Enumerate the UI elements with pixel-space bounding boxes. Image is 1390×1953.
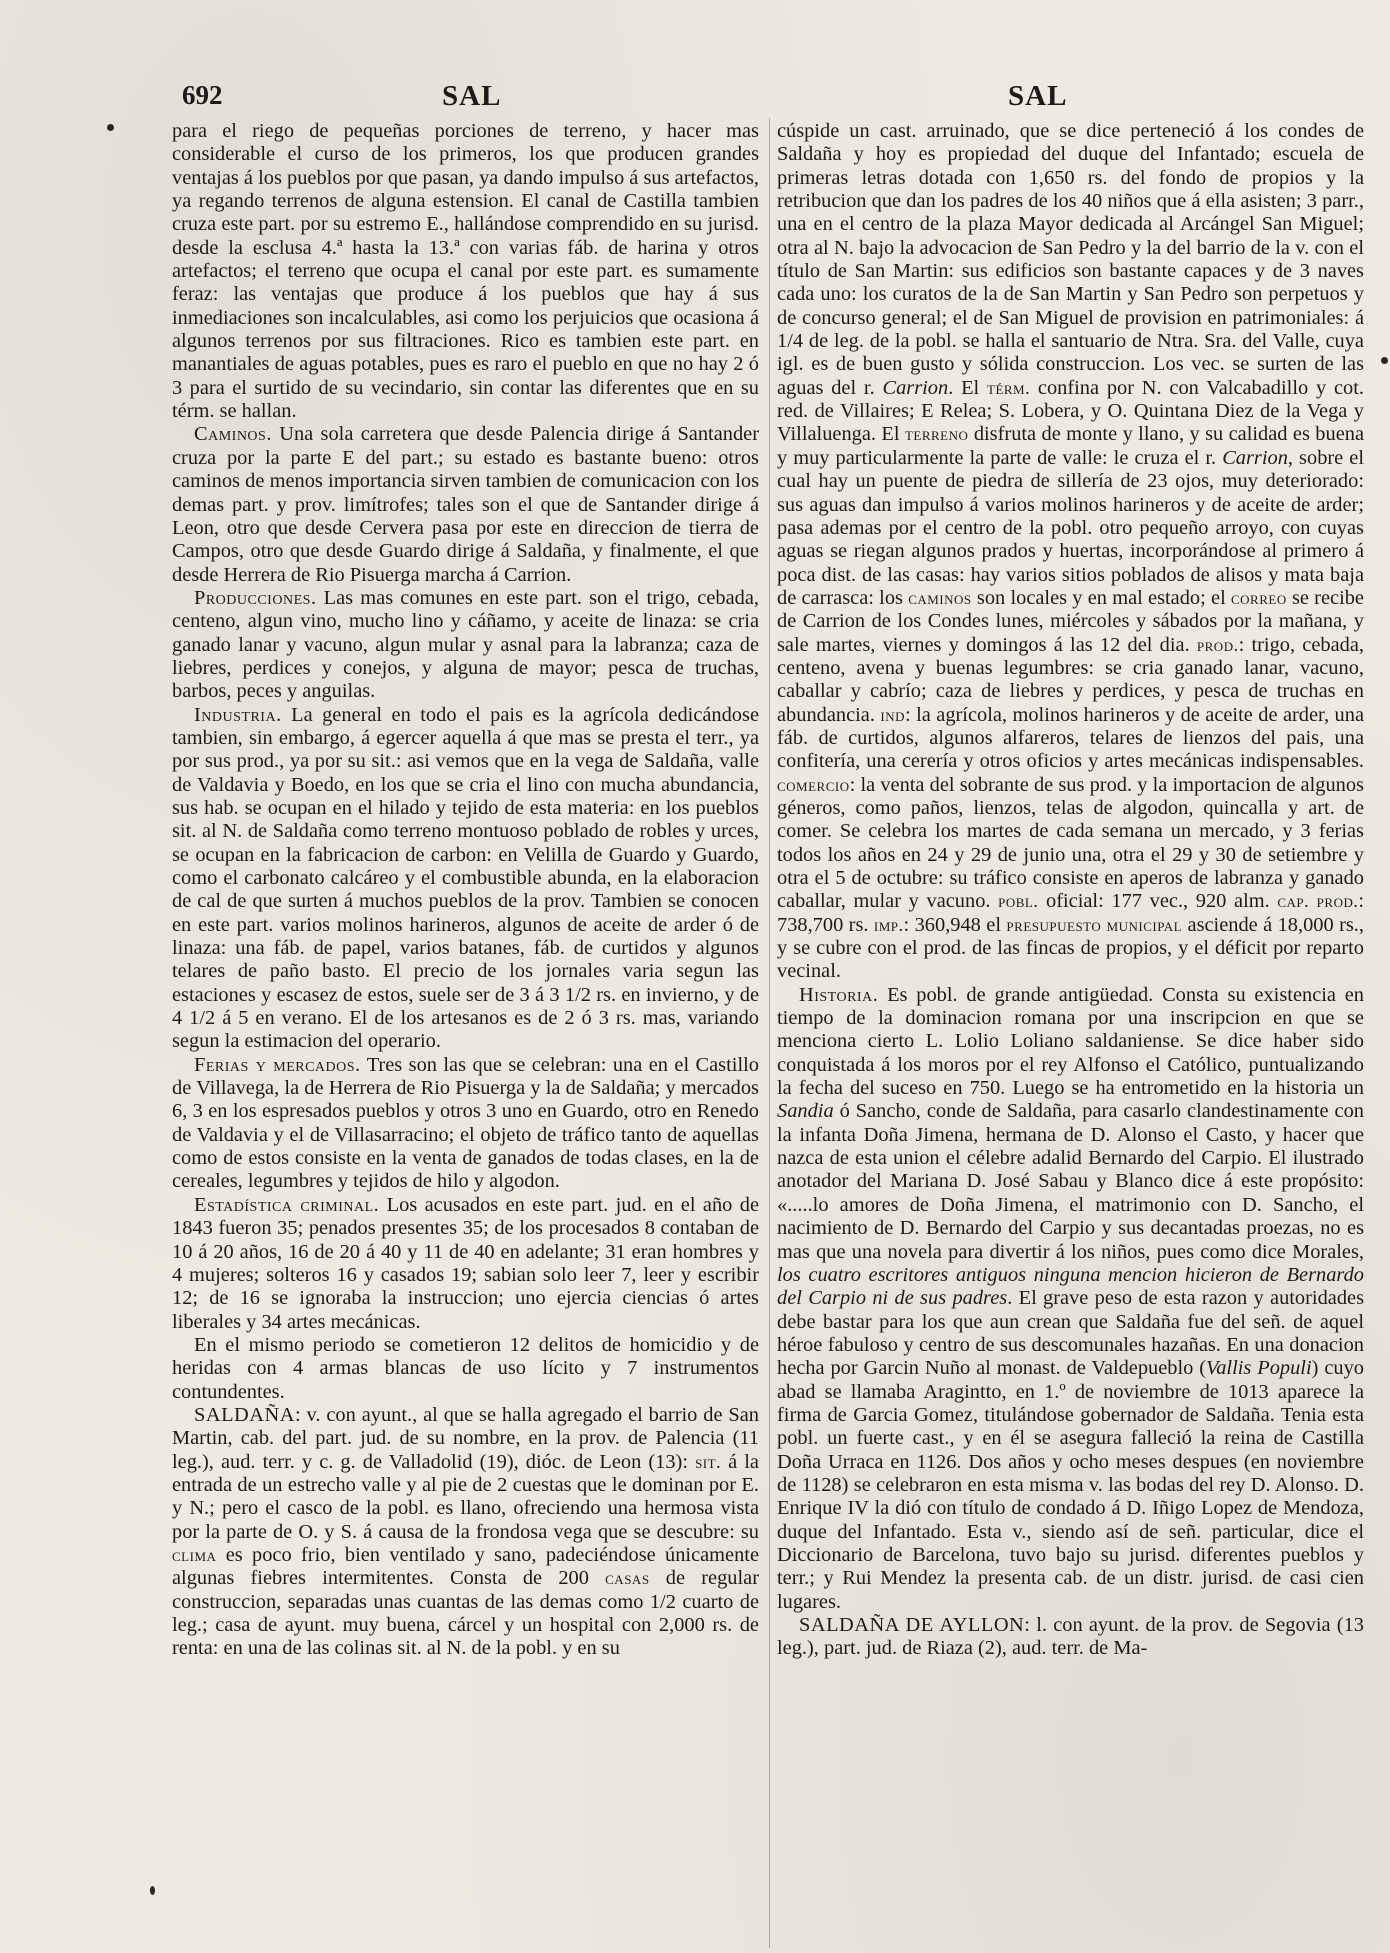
page-header <box>150 80 1380 116</box>
abbr-term: térm. <box>987 377 1031 398</box>
abbr-correo: correo <box>1230 587 1287 608</box>
saldana-cont-text-n: asciende á 18,000 rs., y se cubre con el prod. de las fincas de propios, y el déficit por reparto vecinal. <box>777 913 1364 983</box>
saldana-cont-text-f: son locales y en mal estado; el <box>971 586 1231 609</box>
saldana-cont-text-c: confina por N. con Valcabadillo y cot. red. de Villaires; E Relea; S. Lobera, y O. Quintana Diez de la Vega y Villaluenga. El <box>777 376 1364 446</box>
entry-headword-saldana-de-ayllon: SALDAÑA DE AYLLON <box>799 1614 1025 1636</box>
column-divider <box>769 118 770 1948</box>
abbr-cap-prod: cap. prod. <box>1277 891 1359 912</box>
paragraph-saldana-continued <box>777 120 1364 984</box>
right-column <box>777 120 1364 1661</box>
entry-saldana-text-b: á la entrada de un estrecho valle y al pie de 2 cuestas que le dominan por E. y N.; pero el casco de la pobl. es llano, ofreciendo una hermosa vista por la parte de O. y S. á causa de la frondosa vega que se descubre: su <box>172 1450 759 1543</box>
print-speck-bottom <box>150 1886 155 1895</box>
abbr-casas: casas <box>605 1568 650 1589</box>
quote-morales: los cuatro escritores antiguos ninguna mencion hicieron de Bernardo del Carpio ni de sus padres <box>777 1263 1364 1310</box>
section-heading-ferias: Ferias y mercados. <box>194 1053 361 1076</box>
entry-saldana-text-a: : v. con ayunt., al que se halla agregado el barrio de San Martin, cab. del part. jud. de su nombre, en la prov. de Palencia (11 leg.), aud. terr. y c. g. de Valladolid (19), dióc. de Leon (13): <box>172 1403 759 1473</box>
running-head-left: SAL <box>442 80 502 112</box>
historia-text-a: Es pobl. de grande antigüedad. Consta su existencia en tiempo de la dominacion romana por una inscripcion en que se menciona cierto L. Lolio Loliano saldaniense. Se dice haber sido conquistada á los moros por el rey Alfonso el Católico, puntualizando la fecha del suceso en 750. Luego se ha entrometido en la historia un <box>777 983 1364 1100</box>
saldana-cont-text-j: : la venta del sobrante de sus prod. y la importacion de algunos géneros, como paños, lienzos, telas de algodon, quincalla y art. de comer. Se celebra los martes de cada semana un mercado, y 3 ferias todos los años en 24 y 29 de junio una, otra el 29 y 30 de setiembre y otra el 5 de octubre: su tráfico consiste en aperos de labranza y ganado caballar, mular y vacuno. <box>777 773 1364 913</box>
abbr-sit: sit. <box>695 1451 722 1472</box>
left-column <box>172 120 759 1661</box>
saldana-cont-text-l: : 738,700 rs. <box>777 890 1365 936</box>
print-speck-left <box>107 124 114 131</box>
paragraph-industria <box>172 704 759 1054</box>
saldana-cont-text-e: , sobre el cual hay un puente de piedra de sillería de 23 ojos, muy deteriorado: sus aguas dan impulso á varios molinos harineros y de aceite de arder; pasa ademas por el centro de la pobl. otro pequeño arroyo, con cuyas aguas se riegan algunos prados y huertas, incorporándose al primero á poca dist. de las casas: hay varios sitios poblados de alisos y mata baja de carrasca: los <box>777 446 1364 609</box>
paragraph-delitos-text: En el mismo periodo se cometieron 12 delitos de homicidio y de heridas con 4 armas blancas de uso lícito y 7 instrumentos contundentes. <box>172 1333 759 1403</box>
abbr-caminos: caminos <box>908 587 972 608</box>
saldana-cont-text-i: : la agrícola, molinos harineros y de aceite de arder, una fáb. de curtidos, algunos alfareros, telares de lienzos del pais, una confitería, una cerería y otros oficios y artes mecánicas indispensables. <box>777 703 1364 773</box>
print-speck-right <box>1381 357 1388 364</box>
abbr-comercio: comercio <box>777 774 850 795</box>
section-heading-historia: Historia. <box>799 983 879 1006</box>
section-heading-producciones: Producciones. <box>194 586 317 609</box>
paragraph-canal-text: para el riego de pequeñas porciones de terreno, y hacer mas considerable el curso de los primeros, los que producen grandes ventajas á los pueblos por que pasan, ya dando impulso á sus artefactos, ya regando terrenos de alguna estension. El canal de Castilla tambien cruza este part. por su estremo E., hallándose comprendido en su jurisd. desde la esclusa 4.ª hasta la 13.ª con varias fáb. de harina y otros artefactos; el terreno que ocupa el canal por este part. es sumamente feraz: las ventajas que produce á los pueblos que hay á sus inmediaciones son incalculables, asi como los perjuicios que ocasiona á algunos terrenos por sus filtraciones. Rico es tambien este part. en manantiales de aguas potables, pues es raro el pueblo en que no hay 2 ó 3 para el surtido de su vecindario, sin contar las diferentes que en su térm. se hallan. <box>172 120 759 423</box>
river-name-carrion-2: Carrion <box>1222 446 1288 469</box>
entry-headword-saldana: SALDAÑA <box>194 1403 295 1426</box>
paragraph-industria-text: La general en todo el pais es la agrícola dedicándose tambien, sin embargo, á egercer aquella á que mas se presta el terr., ya por sus prod., ya por su sit.: asi vemos que en la vega de Saldaña, valle de Valdavia y Boedo, en los que se cria el lino con mucha abundancia, sus hab. se ocupan en el hilado y tejido de esta materia: en los pueblos sit. al N. de Saldaña como terreno montuoso poblado de robles y urces, se ocupan en la fabricacion de carbon: en Velilla de Guardo y Guardo, como el carbonato calcáreo y el combustible abunda, en la elaboracion de cal de que surten á muchos pueblos de la prov. Tambien se conocen en este part. varios molinos harineros, algunos de aceite de arder ó de linaza: una fáb. de papel, varios batanes, fáb. de curtidos y algunos telares de paño basto. El precio de los jornales varia segun las estaciones y escasez de estos, suele ser de 3 á 3 1/2 rs. en invierno, y de 4 1/2 á 5 en verano. El de los artesanos es de 2 ó 3 rs. mas, variando segun la estimacion del operario. <box>172 703 759 1053</box>
abbr-terreno: terreno <box>904 424 969 445</box>
entry-saldana <box>172 1404 759 1661</box>
saldana-cont-text-m: : 360,948 el <box>903 913 1007 936</box>
historia-text-d: ) cuyo abad se llamaba Aragintto, en 1.º de noviembre de 1013 aparece la firma de Garcia Gomez, titulándose gobernador de Saldaña. Tenia esta pobl. un fuerte cast., y en él se asegura falleció la reina de Castilla Doña Urraca en 1126. Dos años y ocho meses despues (en noviembre de 1128) se celebraron en esta misma v. las bodas del rey D. Alonso. D. Enrique IV la dió con título de condado á D. Iñigo Lopez de Mendoza, duque del Infantado. Esta v., siendo así de señ. particular, dice el Diccionario de Barcelona, tuvo bajo su jurisd. diferentes pueblos y terr.; y Rui Mendez la presenta cab. de un distr. jurisd. de casi cien lugares. <box>777 1357 1364 1613</box>
saldana-cont-text-h: : trigo, cebada, centeno, avena y buenas legumbres: se cria ganado lanar, vacuno, caballar y cabrío; caza de liebres y perdices, y pesca de truchas en abundancia. <box>777 633 1364 726</box>
river-name-carrion: Carrion <box>882 376 949 399</box>
entry-saldana-text-c: es poco frio, bien ventilado y sano, padeciéndose únicamente algunas fiebres intermitentes. Consta de 200 <box>172 1543 759 1590</box>
historia-text-c: . El grave peso de esta razon y autoridades debe bastar para los que aun crean que Saldaña fue del señ. de aquel héroe fabuloso y centro de sus descomunales hazañas. En una donacion hecha por Garcin Nuño al monast. de Valdepueblo ( <box>777 1287 1365 1380</box>
name-sandia: Sandia <box>777 1100 834 1123</box>
paragraph-ferias-text: Tres son las que se celebran: una en el Castillo de Villavega, la de Herrera de Rio Pisuerga y la de Saldaña; y mercados 6, 3 en los espresados pueblos y otros 3 uno en Guardo, otro en Renedo de Valdavia y el de Villasarracino; el objeto de tráfico tanto de aquellas como de estos consiste en la venta de ganados de todas clases, en la de cereales, legumbres y tejidos de hilo y algodon. <box>172 1053 759 1193</box>
abbr-presupuesto: presupuesto municipal <box>1006 914 1183 935</box>
paragraph-caminos <box>172 423 759 586</box>
page-number: 692 <box>182 80 223 110</box>
abbr-ind: ind <box>880 704 905 725</box>
name-vallis-populi: Vallis Populi <box>1206 1357 1312 1380</box>
paragraph-delitos <box>172 1334 759 1404</box>
abbr-pobl: pobl. <box>998 891 1039 912</box>
abbr-prod: prod. <box>1196 634 1239 655</box>
paragraph-caminos-text: Una sola carretera que desde Palencia dirige á Santander cruza por la parte E del part.; su estado es bastante bueno: otros caminos de menos importancia sirven tambien de comunicacion con los demas part. y prov. limítrofes; tales son el que de Santander dirige á Leon, otro que desde Cervera pasa por este en direccion de tierra de Campos, otro que desde Guardo dirige á Saldaña, y finalmente, el que desde Herrera de Rio Pisuerga marcha á Carrion. <box>172 423 759 586</box>
paragraph-estadistica <box>172 1194 759 1334</box>
entry-saldana-de-ayllon-text: : l. con ayunt. de la prov. de Segovia (13 leg.), part. jud. de Riaza (2), aud. terr. de Ma- <box>777 1614 1364 1660</box>
paragraph-historia <box>777 984 1364 1614</box>
entry-saldana-text-d: de regular construccion, separadas unas cuantas de las demas como 1/2 cuarto de leg.; casa de ayunt. muy buena, cárcel y un hospital con 2,000 rs. de renta: en una de las colinas sit. al N. de la pobl. y en su <box>172 1567 759 1660</box>
saldana-cont-text-k: oficial: 177 vec., 920 alm. <box>1038 890 1278 913</box>
saldana-cont-text-d: disfruta de monte y llano, y su calidad es buena y muy particularmente la parte de valle: le cruza el r. <box>777 423 1364 469</box>
entry-saldana-de-ayllon <box>777 1614 1364 1661</box>
paragraph-estadistica-text: Los acusados en este part. jud. en el año de 1843 fueron 35; penados presentes 35; de los procesados 8 contaban de 10 á 20 años, 16 de 20 á 40 y 11 de 40 en adelante; 31 eran hombres y 4 mujeres; solteros 16 y casados 19; sabian solo leer 7, leer y escribir 12; de 16 se ignoraba la instruccion; uno ejercia ciencias ó artes liberales y 34 artes mecánicas. <box>172 1193 760 1333</box>
running-head-right: SAL <box>1008 80 1068 112</box>
paragraph-producciones-text: Las mas comunes en este part. son el trigo, cebada, centeno, algun vino, mucho lino y cáñamo, y aceite de linaza: se cria ganado lanar y vacuno, algun mular y asnal para la labranza; caza de liebres, perdices y conejos, y alguna de mayor; pesca de truchas, barbos, peces y anguilas. <box>172 586 759 703</box>
abbr-clima: clima <box>172 1544 217 1565</box>
saldana-cont-text-a: cúspide un cast. arruinado, que se dice perteneció á los condes de Saldaña y hoy es propiedad del duque del Infantado; escuela de primeras letras dotada con 1,650 rs. del fondo de propios y la retribucion que dan los padres de los 40 niños que á ella asisten; 3 parr., una en el centro de la plaza Mayor dedicada al Arcángel San Miguel; otra al N. bajo la advocacion de San Pedro y la del barrio de la v. con el título de San Martin: sus edificios son bastante capaces y de 3 naves cada uno: los curatos de la de San Martin y San Pedro son perpetuos y de concurso general; el de San Miguel de provision en patrimoniales: á 1/4 de leg. de la pobl. se halla el santuario de Ntra. Sra. del Valle, cuya igl. es de buen gusto y sólida construccion. Los vec. se surten de las aguas del r. <box>777 120 1364 399</box>
paragraph-ferias <box>172 1054 759 1194</box>
section-heading-caminos: Caminos. <box>194 423 272 446</box>
historia-text-b: ó Sancho, conde de Saldaña, para casarlo clandestinamente con la infanta Doña Jimena, hermana de D. Alonso el Casto, y hacer que nazca de esta union el célebre adalid Bernardo del Carpio. El ilustrado anotador del Mariana D. José Sabau y Blanco dice á este propósito: «.....lo amores de Doña Jimena, el matrimonio con D. Sancho, el nacimiento de D. Bernardo del Carpio y sus decantadas proezas, no es mas que una novela para divertir á los niños, pues como dice Morales, <box>777 1100 1364 1263</box>
section-heading-industria: Industria. <box>194 703 282 726</box>
saldana-cont-text-b: . El <box>948 376 987 399</box>
paragraph-canal <box>172 120 759 423</box>
section-heading-estadistica: Estadística criminal. <box>194 1193 380 1216</box>
abbr-imp: imp. <box>873 914 904 935</box>
paragraph-producciones <box>172 587 759 704</box>
saldana-cont-text-g: se recibe de Carrion de los Condes lunes, miércoles y sábados por la mañana, y sale martes, viernes y domingos á las 12 del dia. <box>777 586 1364 656</box>
